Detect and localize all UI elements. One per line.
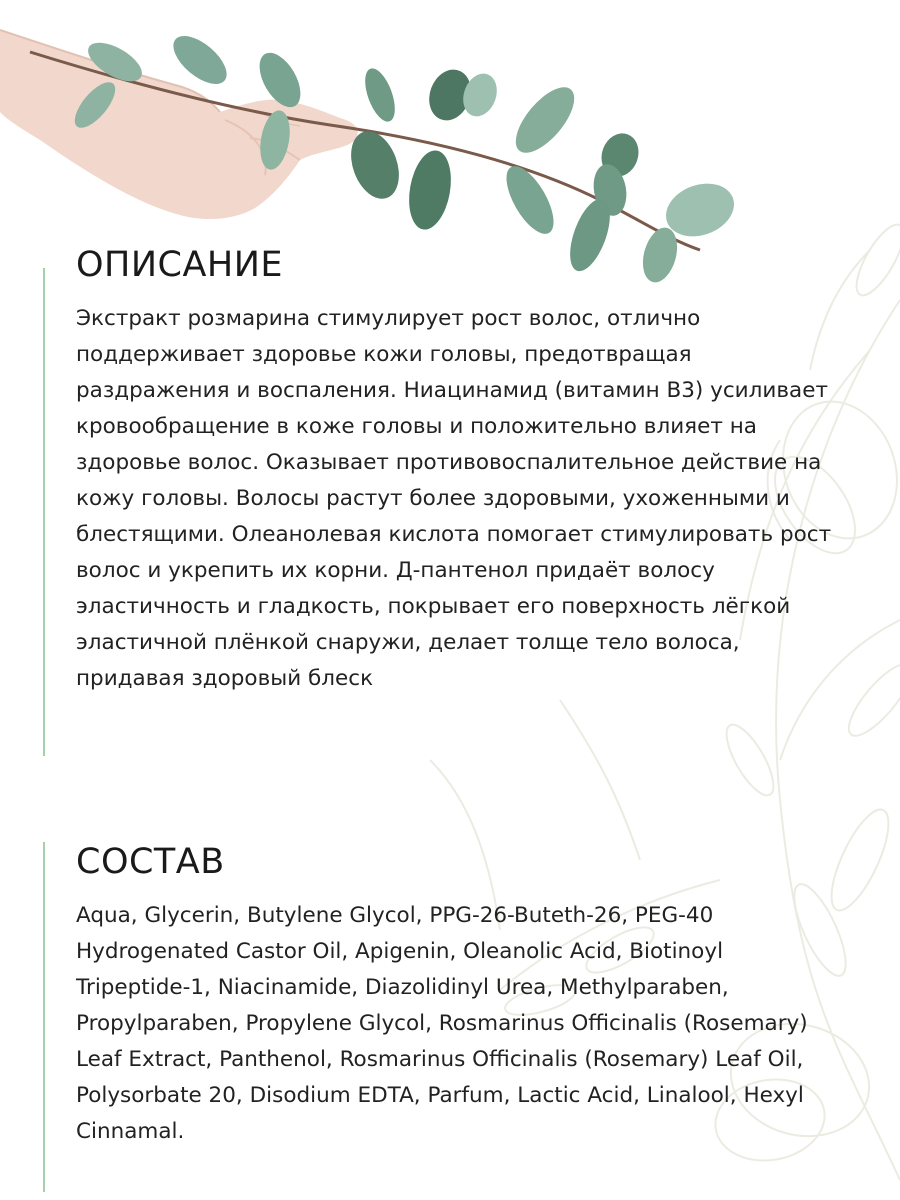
composition-text: Aqua, Glycerin, Butylene Glycol, PPG-26-Buteth-26, PEG-40 Hydrogenated Castor Oil, Apigenin, Oleanolic Acid, Biotinoyl Tripeptide-1, Niacinamide, Diazolidinyl Urea, Methylparaben, Propylparaben, Propylene Glycol, Rosmarinus Officinalis (Rosemary) Leaf Extract, Panthenol, Rosmarinus Officinalis (Rosemary) Leaf Oil, Polysorbate 20, Disodium EDTA, Parfum, Lactic Acid, Linalool, Hexyl Cinnamal.	[76, 903, 808, 1144]
description-section	[76, 243, 836, 697]
description-title: ОПИСАНИЕ	[76, 245, 284, 285]
composition-accent-line	[43, 842, 45, 1192]
composition-section	[76, 840, 836, 1150]
description-accent-line	[43, 268, 45, 756]
description-text: Экстракт розмарина стимулирует рост волос, отлично поддерживает здоровье кожи головы, предотвращая раздражения и воспаления. Ниацинамид (витамин B3) усиливает кровообращение в коже головы и положительно влияет на здоровье волос. Оказывает противовоспалительное действие на кожу головы. Волосы растут более здоровыми, ухоженными и блестящими. Олеанолевая кислота помогает стимулировать рост волос и укрепить их корни. Д-пантенол придаёт волосу эластичность и гладкость, покрывает его поверхность лёгкой эластичной плёнкой снаружи, делает толще тело волоса, придавая здоровый блеск	[76, 306, 832, 691]
composition-title: СОСТАВ	[76, 842, 225, 882]
